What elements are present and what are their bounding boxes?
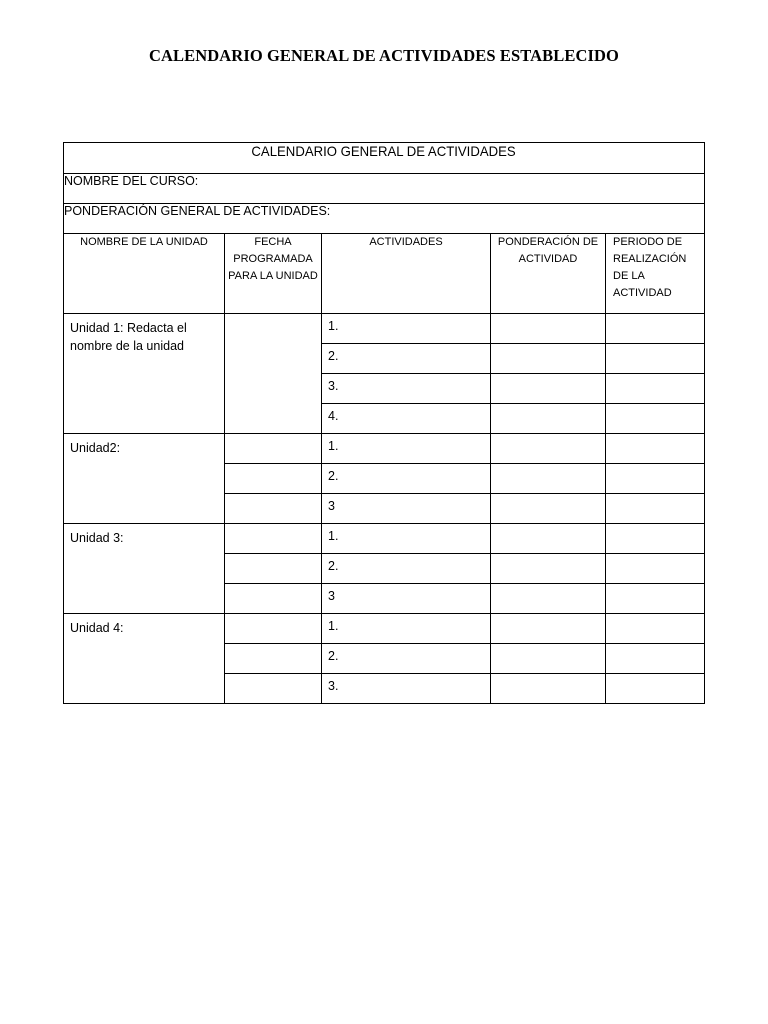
header-period: PERIODO DE REALIZACIÓN DE LA ACTIVIDAD	[606, 234, 705, 314]
activity-weighting-cell[interactable]	[491, 404, 606, 434]
activity-cell[interactable]: 1.	[322, 614, 491, 644]
course-name-field[interactable]: NOMBRE DEL CURSO:	[64, 174, 705, 204]
activity-cell[interactable]: 2.	[322, 464, 491, 494]
scheduled-date-cell[interactable]	[225, 434, 322, 464]
activity-period-cell[interactable]	[606, 524, 705, 554]
activity-period-cell[interactable]	[606, 644, 705, 674]
activity-period-cell[interactable]	[606, 584, 705, 614]
activity-period-cell[interactable]	[606, 554, 705, 584]
activity-cell[interactable]: 2.	[322, 644, 491, 674]
activity-period-cell[interactable]	[606, 404, 705, 434]
activities-calendar-table	[63, 142, 705, 704]
scheduled-date-cell[interactable]	[225, 674, 322, 704]
activity-cell[interactable]: 3	[322, 494, 491, 524]
scheduled-date-cell[interactable]	[225, 644, 322, 674]
activity-cell[interactable]: 2.	[322, 344, 491, 374]
activity-period-cell[interactable]	[606, 674, 705, 704]
activity-weighting-cell[interactable]	[491, 434, 606, 464]
activity-period-cell[interactable]	[606, 314, 705, 344]
activity-weighting-cell[interactable]	[491, 314, 606, 344]
scheduled-date-cell[interactable]	[225, 524, 322, 554]
activity-period-cell[interactable]	[606, 464, 705, 494]
unit-name-cell[interactable]: Unidad 1: Redacta el nombre de la unidad	[64, 314, 225, 434]
scheduled-date-cell[interactable]	[225, 614, 322, 644]
activity-weighting-cell[interactable]	[491, 674, 606, 704]
activity-weighting-cell[interactable]	[491, 584, 606, 614]
activity-weighting-cell[interactable]	[491, 644, 606, 674]
activity-period-cell[interactable]	[606, 344, 705, 374]
activity-period-cell[interactable]	[606, 494, 705, 524]
scheduled-date-cell[interactable]	[225, 464, 322, 494]
activity-period-cell[interactable]	[606, 614, 705, 644]
general-weighting-field[interactable]: PONDERACIÓN GENERAL DE ACTIVIDADES:	[64, 204, 705, 234]
activity-cell[interactable]: 3.	[322, 374, 491, 404]
activity-weighting-cell[interactable]	[491, 554, 606, 584]
scheduled-date-cell[interactable]	[225, 554, 322, 584]
unit-name-cell[interactable]: Unidad2:	[64, 434, 225, 524]
activity-cell[interactable]: 4.	[322, 404, 491, 434]
scheduled-date-cell[interactable]	[225, 314, 322, 434]
document-title: CALENDARIO GENERAL DE ACTIVIDADES ESTABLECIDO	[149, 46, 619, 65]
header-unit-name: NOMBRE DE LA UNIDAD	[64, 234, 225, 314]
header-scheduled-date: FECHA PROGRAMADA PARA LA UNIDAD	[225, 234, 322, 314]
activity-period-cell[interactable]	[606, 374, 705, 404]
activity-weighting-cell[interactable]	[491, 524, 606, 554]
activity-weighting-cell[interactable]	[491, 494, 606, 524]
activity-weighting-cell[interactable]	[491, 344, 606, 374]
activity-cell[interactable]: 2.	[322, 554, 491, 584]
activity-cell[interactable]: 3	[322, 584, 491, 614]
activity-weighting-cell[interactable]	[491, 464, 606, 494]
activity-cell[interactable]: 1.	[322, 434, 491, 464]
scheduled-date-cell[interactable]	[225, 584, 322, 614]
activity-cell[interactable]: 1.	[322, 524, 491, 554]
unit-name-cell[interactable]: Unidad 3:	[64, 524, 225, 614]
activity-cell[interactable]: 3.	[322, 674, 491, 704]
unit-name-cell[interactable]: Unidad 4:	[64, 614, 225, 704]
header-activities: ACTIVIDADES	[322, 234, 491, 314]
header-activity-weighting: PONDERACIÓN DE ACTIVIDAD	[491, 234, 606, 314]
table-caption: CALENDARIO GENERAL DE ACTIVIDADES	[64, 143, 705, 174]
activity-cell[interactable]: 1.	[322, 314, 491, 344]
activity-period-cell[interactable]	[606, 434, 705, 464]
activity-weighting-cell[interactable]	[491, 614, 606, 644]
scheduled-date-cell[interactable]	[225, 494, 322, 524]
activity-weighting-cell[interactable]	[491, 374, 606, 404]
